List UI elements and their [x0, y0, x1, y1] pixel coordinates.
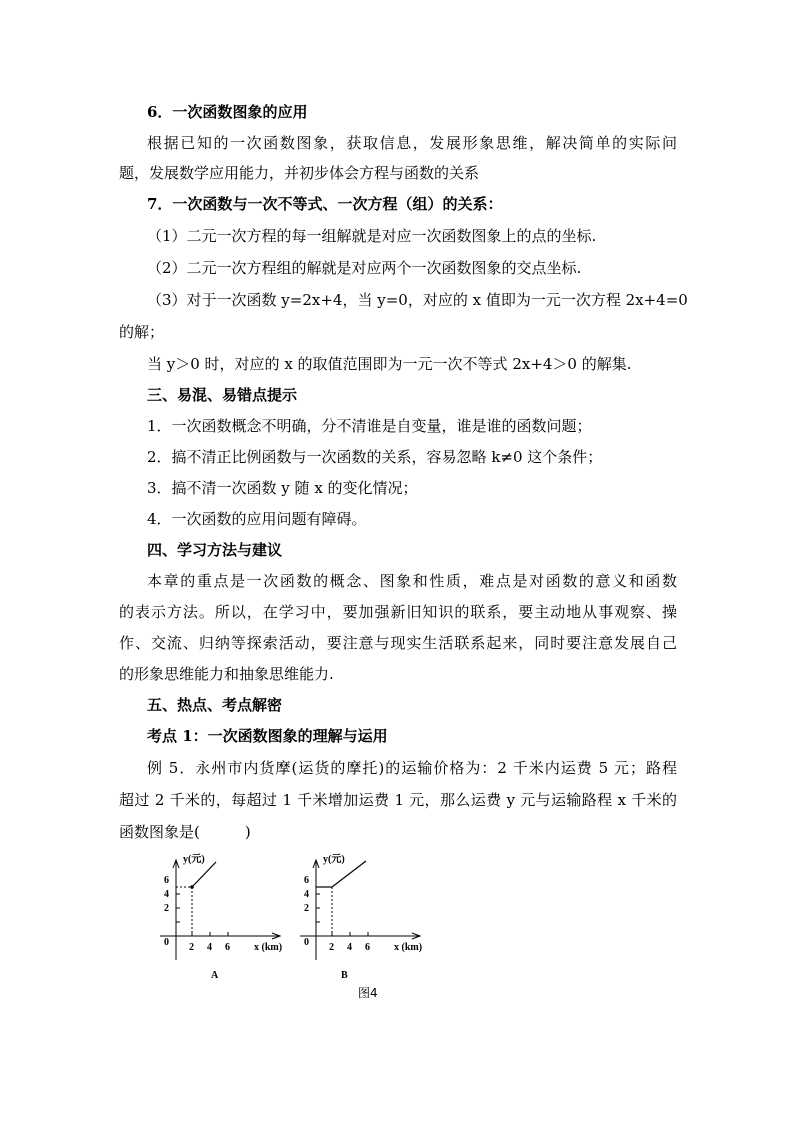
- origin-label: 0: [164, 937, 169, 948]
- part-4-heading: 四、学习方法与建议: [147, 541, 283, 559]
- origin-label: 0: [304, 937, 309, 948]
- y-tick-label: 6: [164, 875, 169, 886]
- endpoint-dot: [190, 885, 194, 889]
- example-5-line: 例 5．永州市内货摩(运货的摩托)的运输价格为：2 千米内运费 5 元；路程: [147, 759, 677, 777]
- x-tick-label: 6: [225, 942, 230, 953]
- section-7-item-2: （2）二元一次方程组的解就是对应两个一次函数图象的交点坐标.: [147, 259, 582, 277]
- part-4-paragraph-line: 作、交流、归纳等探索活动，要注意与现实生活联系起来，同时要注意发展自己: [119, 634, 677, 652]
- section-6-paragraph-line-2: 题，发展数学应用能力，并初步体会方程与函数的关系: [119, 164, 480, 182]
- y-tick-label: 4: [164, 889, 169, 900]
- figure-caption: 图4: [358, 986, 378, 1000]
- part-3-item: 4．一次函数的应用问题有障碍。: [147, 510, 367, 528]
- example-5-line: 超过 2 千米的，每超过 1 千米增加运费 1 元，那么运费 y 元与运输路程 x 千米的: [119, 791, 677, 809]
- y-tick-label: 2: [164, 903, 169, 914]
- y-tick-label: 4: [304, 889, 309, 900]
- graph-b-label: B: [341, 970, 348, 981]
- x-axis-label: x (km): [254, 942, 283, 953]
- x-tick-label: 2: [329, 942, 334, 953]
- x-tick-label: 4: [347, 942, 352, 953]
- section-7-heading: 7．一次函数与一次不等式、一次方程（组）的关系：: [147, 195, 503, 213]
- part-3-item: 1．一次函数概念不明确，分不清谁是自变量，谁是谁的函数问题；: [147, 417, 592, 435]
- x-tick-label: 4: [207, 942, 212, 953]
- x-axis-label: x (km): [394, 942, 423, 953]
- section-7-item-4: 当 y＞0 时，对应的 x 的取值范围即为一元一次不等式 2x+4＞0 的解集.: [147, 355, 632, 373]
- part-4-paragraph-line: 本章的重点是一次函数的概念、图象和性质，难点是对函数的意义和函数: [147, 572, 677, 590]
- y-tick-label: 2: [304, 903, 309, 914]
- x-tick-label: 6: [365, 942, 370, 953]
- part-4-paragraph-line: 的表示方法。所以，在学习中，要加强新旧知识的联系，要主动地从事观察、操: [119, 603, 677, 621]
- part-3-item: 3．搞不清一次函数 y 随 x 的变化情况；: [147, 479, 418, 497]
- y-tick-label: 6: [304, 875, 309, 886]
- section-7-item-3-line-1: （3）对于一次函数 y=2x+4，当 y=0，对应的 x 值即为一元一次方程 2x+4=0: [147, 291, 688, 309]
- graph-a-label: A: [211, 970, 219, 981]
- part-3-heading: 三、易混、易错点提示: [147, 386, 298, 404]
- function-line: [192, 862, 216, 887]
- y-axis-label: y(元): [323, 854, 345, 865]
- y-axis-label: y(元): [183, 854, 205, 865]
- kaodian-1-heading: 考点 1：一次函数图象的理解与运用: [147, 727, 388, 745]
- example-5-line: 函数图象是( ): [119, 823, 251, 841]
- section-7-item-3-line-2: 的解；: [119, 323, 165, 341]
- graph-b: [290, 852, 430, 982]
- section-7-item-1: （1）二元一次方程的每一组解就是对应一次函数图象上的点的坐标.: [147, 227, 597, 245]
- x-tick-label: 2: [189, 942, 194, 953]
- part-5-heading: 五、热点、考点解密: [147, 696, 283, 714]
- part-4-paragraph-line: 的形象思维能力和抽象思维能力.: [119, 665, 334, 683]
- section-6-heading: 6．一次函数图象的应用: [147, 103, 308, 121]
- section-6-paragraph-line-1: 根据已知的一次函数图象，获取信息，发展形象思维，解决简单的实际问: [147, 134, 677, 152]
- graph-a: [150, 852, 290, 982]
- part-3-item: 2．搞不清正比例函数与一次函数的关系，容易忽略 k≠0 这个条件；: [147, 448, 603, 466]
